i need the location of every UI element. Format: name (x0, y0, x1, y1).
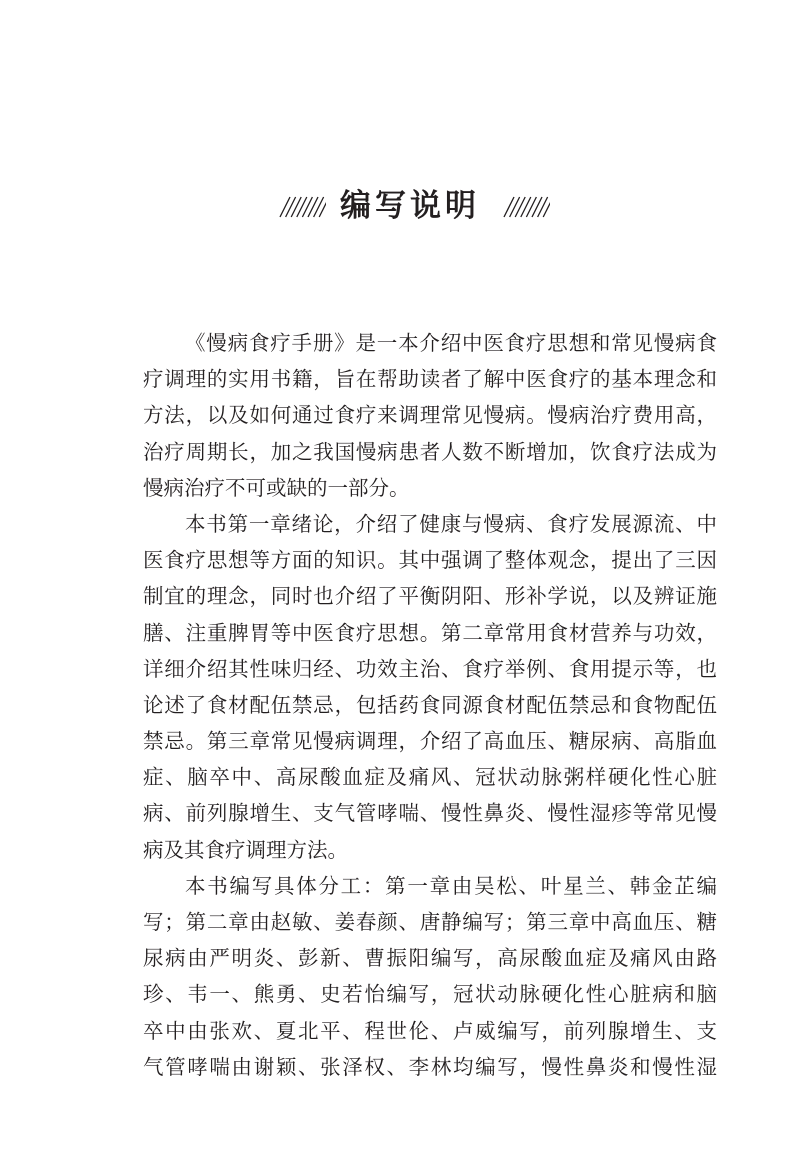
text-line: 治疗周期长，加之我国慢病患者人数不断增加，饮食疗法成为 (143, 439, 717, 464)
slash-stroke (504, 197, 514, 217)
text-line: 卒中由张欢、夏北平、程世伦、卢威编写，前列腺增生、支 (143, 1018, 717, 1043)
text-line: 病、前列腺增生、支气管哮喘、慢性鼻炎、慢性湿疹等常见慢 (143, 801, 717, 826)
text-line: 本书第一章绪论，介绍了健康与慢病、食疗发展源流、中 (185, 511, 717, 536)
text-line: 制宜的理念，同时也介绍了平衡阴阳、形补学说，以及辨证施 (143, 584, 717, 609)
heading (0, 184, 800, 228)
text-line: 论述了食材配伍禁忌，包括药食同源食材配伍禁忌和食物配伍 (143, 692, 717, 717)
text-line: 方法，以及如何通过食疗来调理常见慢病。慢病治疗费用高， (143, 403, 717, 428)
text-line: 写；第二章由赵敏、姜春颜、唐静编写；第三章中高血压、糖 (143, 910, 717, 934)
text-line: 病及其食疗调理方法。 (143, 837, 348, 862)
paragraph (143, 325, 717, 506)
text-line: 慢病治疗不可或缺的一部分。 (143, 475, 410, 500)
slash-stroke (538, 197, 548, 217)
body-text (143, 325, 717, 1085)
slash-stroke (314, 197, 324, 217)
text-line: 尿病由严明炎、彭新、曹振阳编写，高尿酸血症及痛风由路 (143, 946, 717, 971)
text-line: 膳、注重脾胃等中医食疗思想。第二章常用食材营养与功效， (143, 620, 717, 645)
decorative-slashes-left-icon (278, 196, 326, 218)
text-line: 疗调理的实用书籍，旨在帮助读者了解中医食疗的基本理念和 (143, 367, 717, 392)
text-line: 症、脑卒中、高尿酸血症及痛风、冠状动脉粥样硬化性心脏 (143, 765, 717, 790)
slash-stroke (521, 197, 531, 217)
slash-stroke (291, 197, 301, 217)
page-title: 编写说明 (340, 188, 480, 224)
paragraph (143, 506, 717, 868)
slash-stroke (302, 197, 312, 217)
text-line: 珍、韦一、熊勇、史若怡编写，冠状动脉硬化性心脏病和脑 (143, 982, 717, 1007)
text-line: 医食疗思想等方面的知识。其中强调了整体观念，提出了三因 (143, 548, 717, 573)
decorative-slashes-right-icon (502, 196, 550, 218)
text-line: 本书编写具体分工：第一章由吴松、叶星兰、韩金芷编 (185, 873, 717, 898)
slash-stroke (280, 197, 290, 217)
text-line: 详细介绍其性味归经、功效主治、食疗举例、食用提示等，也 (143, 656, 717, 681)
slash-stroke (297, 197, 307, 217)
slash-stroke (532, 197, 542, 217)
text-line: 气管哮喘由谢颖、张泽权、李林均编写，慢性鼻炎和慢性湿 (143, 1054, 717, 1079)
slash-stroke (526, 197, 536, 217)
slash-stroke (308, 197, 318, 217)
text-line: 禁忌。第三章常见慢病调理，介绍了高血压、糖尿病、高脂血 (143, 729, 717, 754)
slash-stroke (510, 197, 520, 217)
slash-stroke (515, 197, 525, 217)
slash-stroke (286, 197, 296, 217)
paragraph (143, 868, 717, 1085)
text-line: 《慢病食疗手册》是一本介绍中医食疗思想和常见慢病食 (185, 331, 717, 355)
